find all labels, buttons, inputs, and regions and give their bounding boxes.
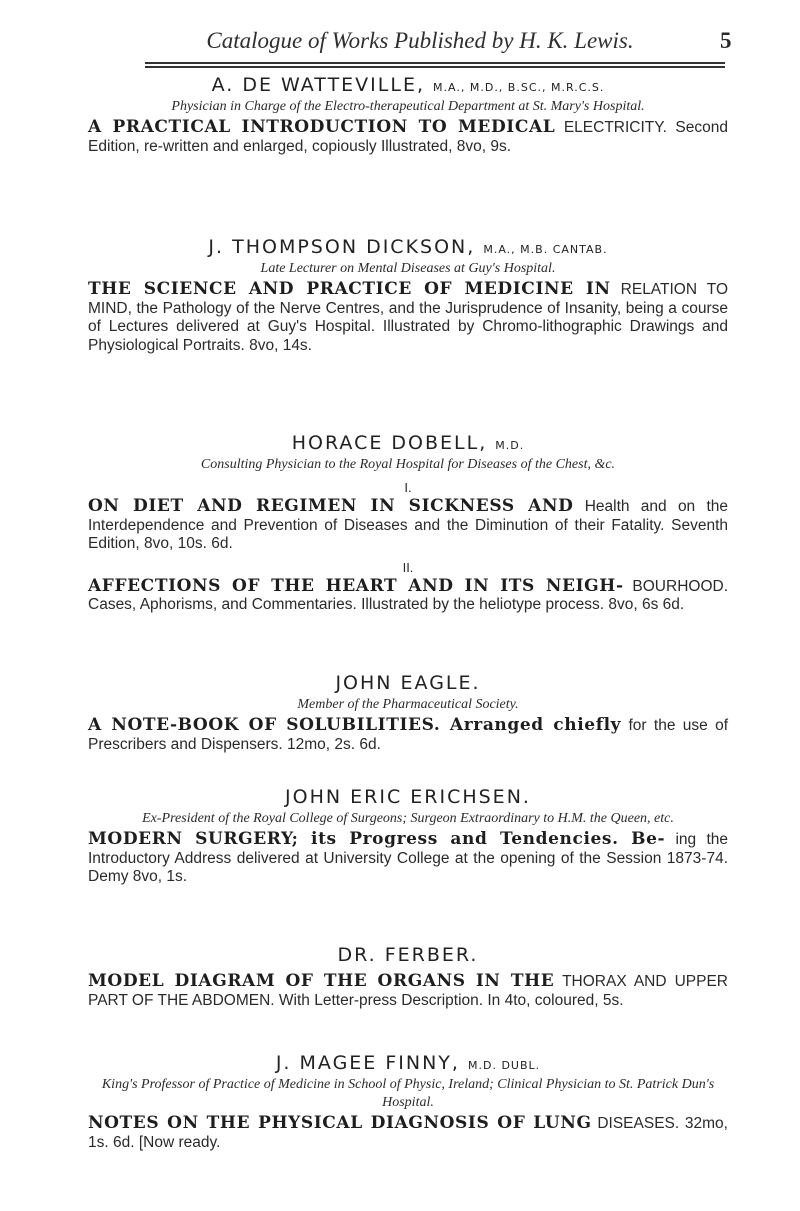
author-line	[88, 432, 728, 454]
author-qualifications: M.D. DUBL.	[468, 1059, 541, 1072]
author-name: A. DE WATTEVILLE,	[211, 74, 425, 96]
book-description	[88, 1114, 728, 1152]
running-title: Catalogue of Works Published by H. K. Lewis.	[206, 28, 634, 53]
catalogue-entry	[88, 432, 728, 615]
book-details: ELECTRICITY. Second Edition, re-written and enlarged, copiously Illustrated, 8vo, 9s.	[88, 119, 728, 155]
catalogue-entry	[88, 1052, 728, 1152]
book-description	[88, 577, 728, 615]
author-name: JOHN ERIC ERICHSEN.	[285, 786, 531, 808]
book-details: DISEASES. 32mo, 1s. 6d. [Now ready.	[88, 1115, 728, 1151]
volume-numeral: II.	[402, 559, 414, 575]
author-name: J. MAGEE FINNY,	[275, 1052, 460, 1074]
author-name: JOHN EAGLE.	[335, 672, 481, 694]
book-title: THE SCIENCE AND PRACTICE OF MEDICINE IN	[88, 279, 611, 299]
author-position: Member of the Pharmaceutical Society.	[297, 697, 519, 712]
page-number: 5	[720, 28, 732, 53]
author-line	[88, 786, 728, 808]
author-name: DR. FERBER.	[337, 944, 479, 966]
author-line	[88, 1052, 728, 1074]
author-qualifications: M.A., M.B. CANTAB.	[483, 243, 608, 256]
book-details: for the use of Prescribers and Dispensers. 12mo, 2s. 6d.	[88, 717, 728, 753]
book-details: RELATION TO MIND, the Pathology of the Nerve Centres, and the Jurisprudence of Insanity, being a course of Lectures delivered at Guy's Hospital. Illustrated by Chromo-lithographic Drawings and Physiological Portraits. 8vo, 14s.	[88, 281, 729, 354]
catalogue-entry	[88, 672, 728, 754]
catalogue-entry	[88, 944, 728, 1010]
book-title: MODERN SURGERY; its Progress and Tendencies. Be-	[88, 829, 666, 849]
catalogue-entry	[88, 236, 728, 355]
book-title: A NOTE-BOOK OF SOLUBILITIES. Arranged chiefly	[88, 715, 622, 735]
book-description	[88, 972, 728, 1010]
book-title: A PRACTICAL INTRODUCTION TO MEDICAL	[88, 117, 556, 137]
author-position: Ex-President of the Royal College of Surgeons; Surgeon Extraordinary to H.M. the Queen, etc.	[142, 811, 674, 826]
author-position: Physician in Charge of the Electro-therapeutical Department at St. Mary's Hospital.	[171, 99, 645, 114]
book-description	[88, 716, 728, 754]
author-qualifications: M.A., M.D., B.SC., M.R.C.S.	[433, 81, 605, 94]
author-position: King's Professor of Practice of Medicine in School of Physic, Ireland; Clinical Physician to St. Patrick Dun's Hospital.	[101, 1077, 715, 1110]
author-position: Consulting Physician to the Royal Hospital for Diseases of the Chest, &c.	[200, 457, 616, 472]
author-qualifications: M.D.	[495, 439, 525, 452]
book-details: BOURHOOD. Cases, Aphorisms, and Commentaries. Illustrated by the heliotype process. 8vo, 6s 6d.	[88, 577, 728, 613]
header-rule	[145, 62, 725, 64]
author-line	[88, 236, 728, 258]
author-position: Late Lecturer on Mental Diseases at Guy's Hospital.	[260, 261, 556, 276]
book-title: NOTES ON THE PHYSICAL DIAGNOSIS OF LUNG	[88, 1113, 592, 1133]
book-title: AFFECTIONS OF THE HEART AND IN ITS NEIGH-	[88, 575, 624, 596]
book-details: Health and on the Interdependence and Prevention of Diseases and the Diminution of their Fatality. Seventh Edition, 8vo, 10s. 6d.	[88, 498, 728, 552]
catalogue-entry	[88, 74, 728, 156]
book-description	[88, 497, 728, 554]
book-title: ON DIET AND REGIMEN IN SICKNESS AND	[88, 496, 574, 516]
author-line	[88, 672, 728, 694]
book-description	[88, 280, 728, 355]
book-description	[88, 118, 728, 156]
catalogue-entry	[88, 786, 728, 887]
volume-numeral: I.	[404, 480, 412, 495]
book-details: THORAX AND UPPER PART OF THE ABDOMEN. With Letter-press Description. In 4to, coloured, 5s.	[88, 973, 728, 1009]
header-rule-double	[145, 66, 725, 68]
book-description	[88, 830, 728, 887]
author-line	[88, 944, 728, 966]
author-line	[88, 74, 728, 96]
book-details: ing the Introductory Address delivered at University College at the opening of the Session 1873-74. Demy 8vo, 1s.	[88, 831, 728, 885]
running-head	[0, 28, 800, 62]
book-title: MODEL DIAGRAM OF THE ORGANS IN THE	[88, 971, 555, 991]
author-name: HORACE DOBELL,	[291, 432, 488, 454]
author-name: J. THOMPSON DICKSON,	[208, 236, 476, 258]
